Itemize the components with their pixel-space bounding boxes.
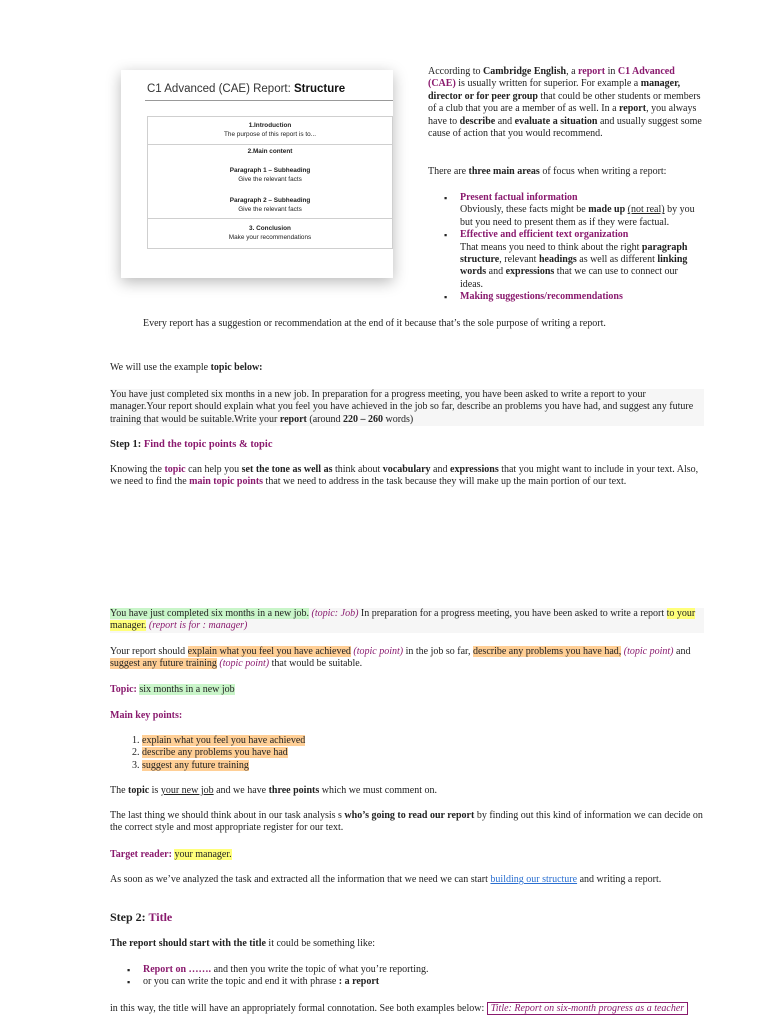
list-item: 3. suggest any future training <box>142 760 305 772</box>
every-report-text: Every report has a suggestion or recommendation at the end of it because that’s the sole purpose of writing a report. <box>143 318 606 329</box>
list-item: 2. describe any problems you have had <box>142 747 305 759</box>
list-item: ▪ Present factual information Obviously, these facts might be made up (not real) by you but you need to present them as if they were factual. <box>460 192 702 229</box>
row-sub: Give the relevant facts <box>238 176 302 183</box>
focus-areas-list <box>460 192 702 304</box>
start-title-paragraph: The report should start with the title it could be something like: <box>110 938 376 949</box>
knowing-paragraph: Knowing the topic can help you set the tone as well as think about vocabulary and expressions that you might want to include in your text. Also, we need to find the main topic points that we need to address in the task because they will make up the main portion of our text. <box>110 464 699 488</box>
row-sub: Make your recommendations <box>228 234 312 241</box>
structure-table <box>147 116 393 249</box>
soon-paragraph: As soon as we’ve analyzed the task and extracted all the information that we need we can start building our structure and writing a report. <box>110 874 662 885</box>
list-item: ▪ Report on ……. and then you write the topic of what you’re reporting. <box>143 964 703 976</box>
analysis-paragraph-2: Your report should explain what you feel you have achieved (topic point) in the job so far, describe any problems you have had, (topic point) and suggest any future training (topic point) that would be suitable. <box>110 646 691 670</box>
list-item: 1. explain what you feel you have achieved <box>142 735 305 747</box>
row-heading: Paragraph 1 – Subheading <box>229 167 311 174</box>
task-paragraph: You have just completed six months in a new job. In preparation for a progress meeting, you have been asked to write a report to your manager.Your report should explain what you feel you have achieved in the job so far, describe an problems you have had, and suggest any future training that would be suitable.Write your report (around 220 – 260 words) <box>110 389 704 426</box>
structure-row-main-content <box>148 145 392 160</box>
analysis-paragraph-1: You have just completed six months in a new job. (topic: Job) In preparation for a progress meeting, you have been asked to write a report to your manager. (report is for : manager) <box>110 608 704 633</box>
step-1-heading: Step 1: Find the topic points & topic <box>110 439 273 450</box>
row-heading: 2.Main content <box>247 148 293 155</box>
step-2-heading: Step 2: Title <box>110 910 173 924</box>
card-title: C1 Advanced (CAE) Report: Structure <box>147 83 346 95</box>
row-heading: 1.Introduction <box>248 122 292 129</box>
topic-line: Topic: six months in a new job <box>110 684 235 695</box>
example-intro: We will use the example topic below: <box>110 362 263 373</box>
list-item: ▪ Making suggestions/recommendations <box>460 291 702 303</box>
title-example-box: Title: Report on six-month progress as a teacher <box>487 1002 688 1015</box>
main-key-points-label: Main key points: <box>110 710 183 721</box>
structure-card-image <box>121 70 393 278</box>
row-sub: The purpose of this report is to... <box>224 131 316 138</box>
areas-paragraph: There are three main areas of focus when writing a report: <box>428 166 667 177</box>
structure-row-paragraph-1 <box>148 160 392 192</box>
list-item: ▪ or you can write the topic and end it with phrase : a report <box>143 976 703 988</box>
row-heading: Paragraph 2 – Subheading <box>229 197 311 204</box>
intro-paragraph: According to Cambridge English, a report in C1 Advanced (CAE) is usually written for superior. For example a manager, director or for peer group that could be other students or members of a club that you are a member of as well. In a report, you always have to describe and evaluate a situation and usually suggest some cause of action that you would recommend. <box>428 66 702 140</box>
final-paragraph: in this way, the title will have an appropriately formal connotation. See both examples below: Title: Report on six-month progress as a teacher <box>110 1003 704 1015</box>
last-thing-paragraph: The last thing we should think about in our task analysis s who’s going to read our report by finding out this kind of information we can decide on the correct style and most appropriate register for our text. <box>110 810 703 834</box>
structure-row-introduction <box>148 117 392 145</box>
row-sub: Give the relevant facts <box>238 206 302 213</box>
title-options-list <box>143 964 703 989</box>
list-item: ▪ Effective and efficient text organization That means you need to think about the right paragraph structure, relevant headings as well as different linking words and expressions that we can use to connect our ideas. <box>460 229 702 291</box>
target-reader-line: Target reader: your manager. <box>110 849 232 860</box>
building-structure-link[interactable]: building our structure <box>490 874 578 885</box>
row-heading: 3. Conclusion <box>249 225 291 232</box>
topic-is-paragraph: The topic is your new job and we have three points which we must comment on. <box>110 785 438 796</box>
key-points-list <box>142 735 305 772</box>
structure-row-conclusion <box>148 219 392 248</box>
card-divider <box>145 100 393 101</box>
structure-row-paragraph-2 <box>148 192 392 219</box>
